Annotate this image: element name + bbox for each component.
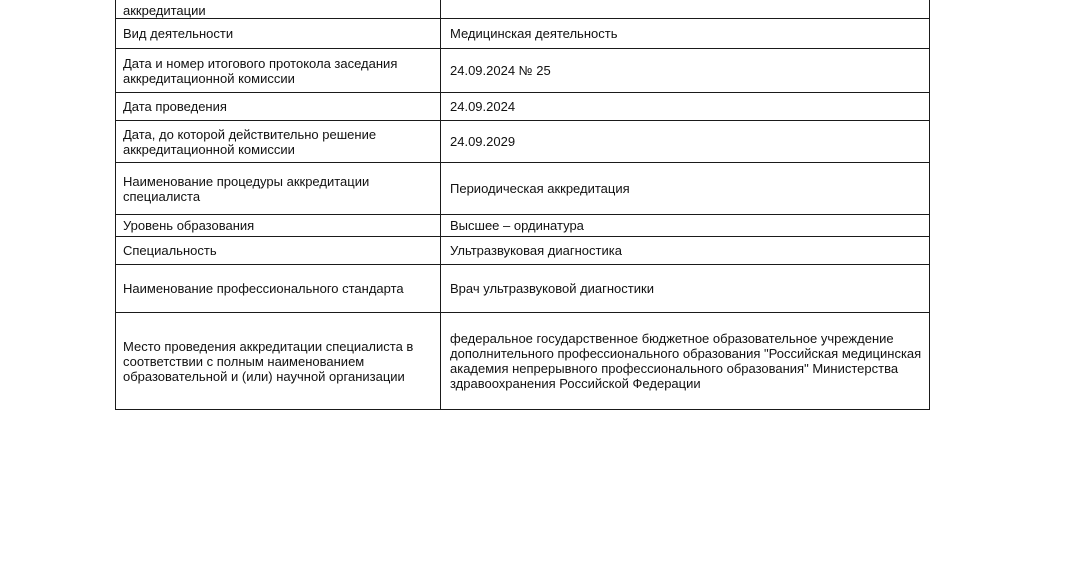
row-label: Наименование профессионального стандарта xyxy=(116,265,441,313)
row-label: Уровень образования xyxy=(116,215,441,237)
table-row xyxy=(116,19,930,49)
row-value: 24.09.2024 xyxy=(441,93,930,121)
table-row xyxy=(116,121,930,163)
row-label: Вид деятельности xyxy=(116,19,441,49)
row-label: Дата и номер итогового протокола заседания аккредитационной комиссии xyxy=(116,49,441,93)
table-row xyxy=(116,49,930,93)
row-label: Дата проведения xyxy=(116,93,441,121)
table-row xyxy=(116,313,930,410)
row-label: Специальность xyxy=(116,237,441,265)
row-value xyxy=(441,0,930,19)
row-value: Медицинская деятельность xyxy=(441,19,930,49)
row-value: Высшее – ординатура xyxy=(441,215,930,237)
table-row xyxy=(116,93,930,121)
row-value: Периодическая аккредитация xyxy=(441,163,930,215)
row-value: федеральное государственное бюджетное образовательное учреждение дополнительного профессионального образования "Российская медицинская академия непрерывного профессионального образования" Министерства здравоохранения Российской Федерации xyxy=(441,313,930,410)
table-row xyxy=(116,215,930,237)
row-value: Ультразвуковая диагностика xyxy=(441,237,930,265)
row-label: Место проведения аккредитации специалиста в соответствии с полным наименованием образовательной и (или) научной организации xyxy=(116,313,441,410)
table-row xyxy=(116,237,930,265)
table-row xyxy=(116,163,930,215)
row-value: 24.09.2029 xyxy=(441,121,930,163)
accreditation-table xyxy=(115,0,930,410)
row-value: 24.09.2024 № 25 xyxy=(441,49,930,93)
row-value: Врач ультразвуковой диагностики xyxy=(441,265,930,313)
table-row xyxy=(116,0,930,19)
table-row xyxy=(116,265,930,313)
row-label: Дата, до которой действительно решение аккредитационной комиссии xyxy=(116,121,441,163)
row-label: Наименование процедуры аккредитации специалиста xyxy=(116,163,441,215)
row-label: аккредитации xyxy=(116,0,441,19)
